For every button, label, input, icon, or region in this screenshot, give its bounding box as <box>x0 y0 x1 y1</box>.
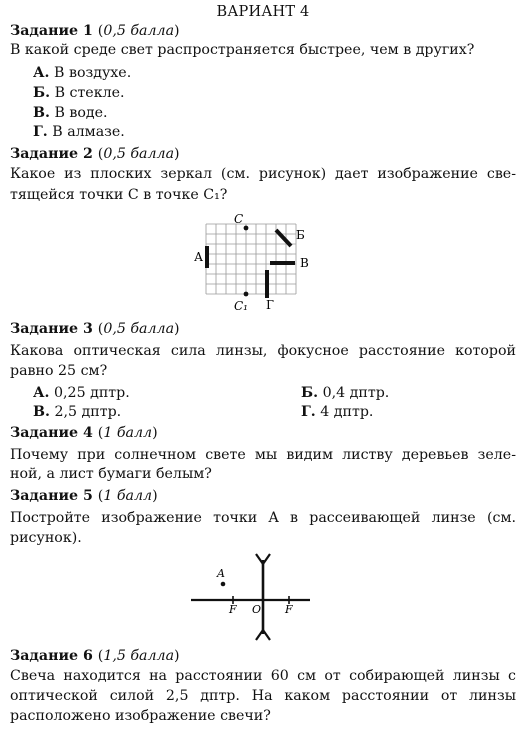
task-3-option-g: Г. 4 дптр. <box>301 404 374 420</box>
task-3-points: 0,5 балла <box>103 321 175 337</box>
task-1-header: Задание 1 (0,5 балла) <box>10 23 180 39</box>
task-3-header: Задание 3 (0,5 балла) <box>10 321 180 337</box>
task-4-points: 1 балл <box>103 425 153 441</box>
label-focus-right: F <box>285 603 293 616</box>
task-5-points: 1 балл <box>103 488 153 504</box>
task-5-question-line-1: Постройте изображение точки A в рассеивающей линзе (см. <box>10 510 516 526</box>
label-center: O <box>252 603 262 616</box>
task-4-question-line-2: ной, а лист бумаги белым? <box>10 466 212 482</box>
task-6-header: Задание 6 (1,5 балла) <box>10 648 180 664</box>
task-1-option-v: В. В воде. <box>33 105 108 121</box>
point-c1 <box>244 292 249 297</box>
point-c <box>244 226 249 231</box>
task-2-question-line-2: тящейся точки C в точке C₁? <box>10 187 228 203</box>
task-6-question-line-3: расположено изображение свечи? <box>10 708 271 724</box>
label-focus-left: F <box>229 603 237 616</box>
task-2-question-line-1: Какое из плоских зеркал (см. рисунок) дает изображение све- <box>10 166 516 182</box>
task-5-label: Задание 5 <box>10 488 93 504</box>
task-6-label: Задание 6 <box>10 648 93 664</box>
task-6-points: 1,5 балла <box>103 648 175 664</box>
task-5-question-line-2: рисунок). <box>10 530 82 546</box>
lens-bottom-arrow <box>256 630 270 640</box>
task-3-option-a: А. 0,25 дптр. <box>33 385 130 401</box>
point-a <box>221 582 226 587</box>
task-6-question-line-2: оптической силой 2,5 дптр. На каком расстоянии от линзы <box>10 688 516 704</box>
task-3-option-v: В. 2,5 дптр. <box>33 404 122 420</box>
label-a: A <box>217 567 225 580</box>
task-1-option-a: А. В воздухе. <box>33 65 132 81</box>
task-2-label: Задание 2 <box>10 146 93 162</box>
mirrors-figure <box>188 210 318 318</box>
label-v: В <box>300 256 309 270</box>
task-1-points: 0,5 балла <box>103 23 175 39</box>
task-1-question: В какой среде свет распространяется быстрее, чем в других? <box>10 42 475 58</box>
label-g: Г <box>266 298 274 312</box>
variant-title: ВАРИАНТ 4 <box>216 4 310 20</box>
diverging-lens-figure <box>186 550 316 642</box>
task-6-question-line-1: Свеча находится на расстоянии 60 см от собирающей линзы с <box>10 668 516 684</box>
task-3-option-b: Б. 0,4 дптр. <box>301 385 390 401</box>
lens-top-arrow <box>256 554 270 564</box>
task-2-header: Задание 2 (0,5 балла) <box>10 146 180 162</box>
task-4-header: Задание 4 (1 балл) <box>10 425 158 441</box>
task-3-question-line-1: Какова оптическая сила линзы, фокусное расстояние которой <box>10 343 516 359</box>
label-c1: C₁ <box>234 299 248 313</box>
task-5-header: Задание 5 (1 балл) <box>10 488 158 504</box>
task-3-label: Задание 3 <box>10 321 93 337</box>
task-3-question-line-2: равно 25 см? <box>10 363 108 379</box>
task-4-label: Задание 4 <box>10 425 93 441</box>
label-a: А <box>194 250 204 264</box>
label-c: C <box>234 212 244 226</box>
task-4-question-line-1: Почему при солнечном свете мы видим листву деревьев зеле- <box>10 447 516 463</box>
label-b: Б <box>296 228 305 242</box>
task-1-option-g: Г. В алмазе. <box>33 124 125 140</box>
task-1-label: Задание 1 <box>10 23 93 39</box>
task-2-points: 0,5 балла <box>103 146 175 162</box>
task-1-option-b: Б. В стекле. <box>33 85 125 101</box>
